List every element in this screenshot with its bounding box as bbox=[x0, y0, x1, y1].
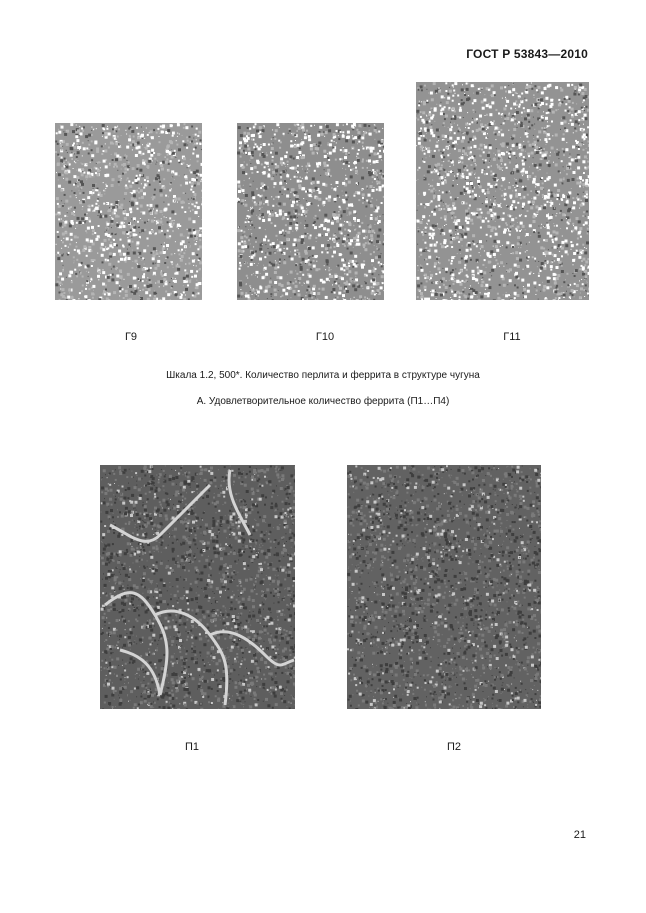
micrograph-g10 bbox=[237, 123, 384, 300]
label-g11: Г11 bbox=[503, 331, 521, 343]
label-g9: Г9 bbox=[124, 331, 138, 343]
standard-code: ГОСТ Р 53843—2010 bbox=[466, 47, 588, 61]
label-p2: П2 bbox=[446, 741, 462, 753]
page-number: 21 bbox=[573, 829, 586, 841]
label-g10: Г10 bbox=[315, 331, 335, 343]
scale-caption: Шкала 1.2, 500*. Количество перлита и феррита в структуре чугуна bbox=[166, 370, 480, 381]
micrograph-g11 bbox=[416, 82, 589, 300]
micrograph-p1 bbox=[100, 465, 295, 709]
section-caption: А. Удовлетворительное количество феррита (П1…П4) bbox=[196, 396, 450, 407]
label-p1: П1 bbox=[184, 741, 200, 753]
micrograph-p2 bbox=[347, 465, 541, 709]
micrograph-g9 bbox=[55, 123, 202, 300]
